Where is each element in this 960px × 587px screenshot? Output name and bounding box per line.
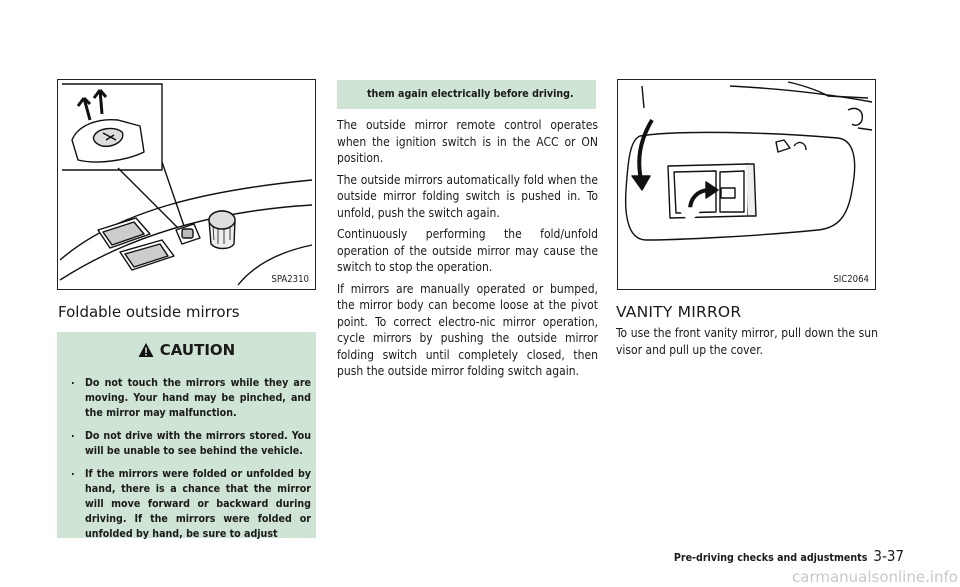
paragraph: If mirrors are manually operated or bumped, the mirror body can become loose at the pivot point. To correct electro-nic mirror operation, cycle mirrors by pushing the outside mirror folding switch until completely closed, then push the outside mirror folding switch again.	[337, 281, 598, 378]
caution-continued-text: them again electrically before driving.	[367, 88, 574, 100]
foldable-mirror-text	[337, 117, 598, 385]
paragraph: To use the front vanity mirror, pull down the sun visor and pull up the cover.	[616, 326, 878, 357]
caution-title: CAUTION	[57, 341, 316, 362]
vanity-mirror-text	[616, 325, 878, 363]
section-heading: VANITY MIRROR	[616, 303, 742, 321]
caution-item: . If the mirrors were folded or unfolded by hand, there is a chance that the mirror will move forward or backward during driving. If the mirrors were folded or unfolded by hand, be sure to adjust	[71, 467, 311, 542]
paragraph: Continuously performing the fold/unfold operation of the outside mirror may cause the switch to stop the operation.	[337, 227, 598, 274]
caution-list	[71, 376, 311, 550]
warning-icon	[138, 342, 154, 362]
caution-continued-box	[337, 80, 596, 109]
watermark-text: carmanualsonline.info	[792, 568, 958, 586]
vanity-mirror-figure	[617, 79, 876, 290]
mirror-switch-figure	[57, 79, 316, 290]
figure-code: SPA2310	[271, 274, 309, 285]
caution-item: . Do not drive with the mirrors stored. You will be unable to see behind the vehicle.	[71, 429, 311, 459]
page-number: 3-37	[873, 547, 904, 565]
figure-code: SIC2064	[833, 274, 869, 285]
sun-visor-illustration	[618, 80, 874, 288]
footer-section-name: Pre-driving checks and adjustments	[673, 552, 868, 564]
paragraph: The outside mirror remote control operates when the ignition switch is in the ACC or ON position.	[337, 118, 598, 165]
caution-box	[57, 332, 316, 538]
page-footer	[674, 546, 904, 565]
paragraph: The outside mirrors automatically fold when the outside mirror folding switch is pushed in. To unfold, push the switch again.	[337, 172, 598, 220]
caution-item: . Do not touch the mirrors while they are moving. Your hand may be pinched, and the mirror may malfunction.	[71, 376, 311, 421]
section-heading: Foldable outside mirrors	[58, 303, 240, 321]
mirror-switch-illustration	[58, 80, 314, 288]
